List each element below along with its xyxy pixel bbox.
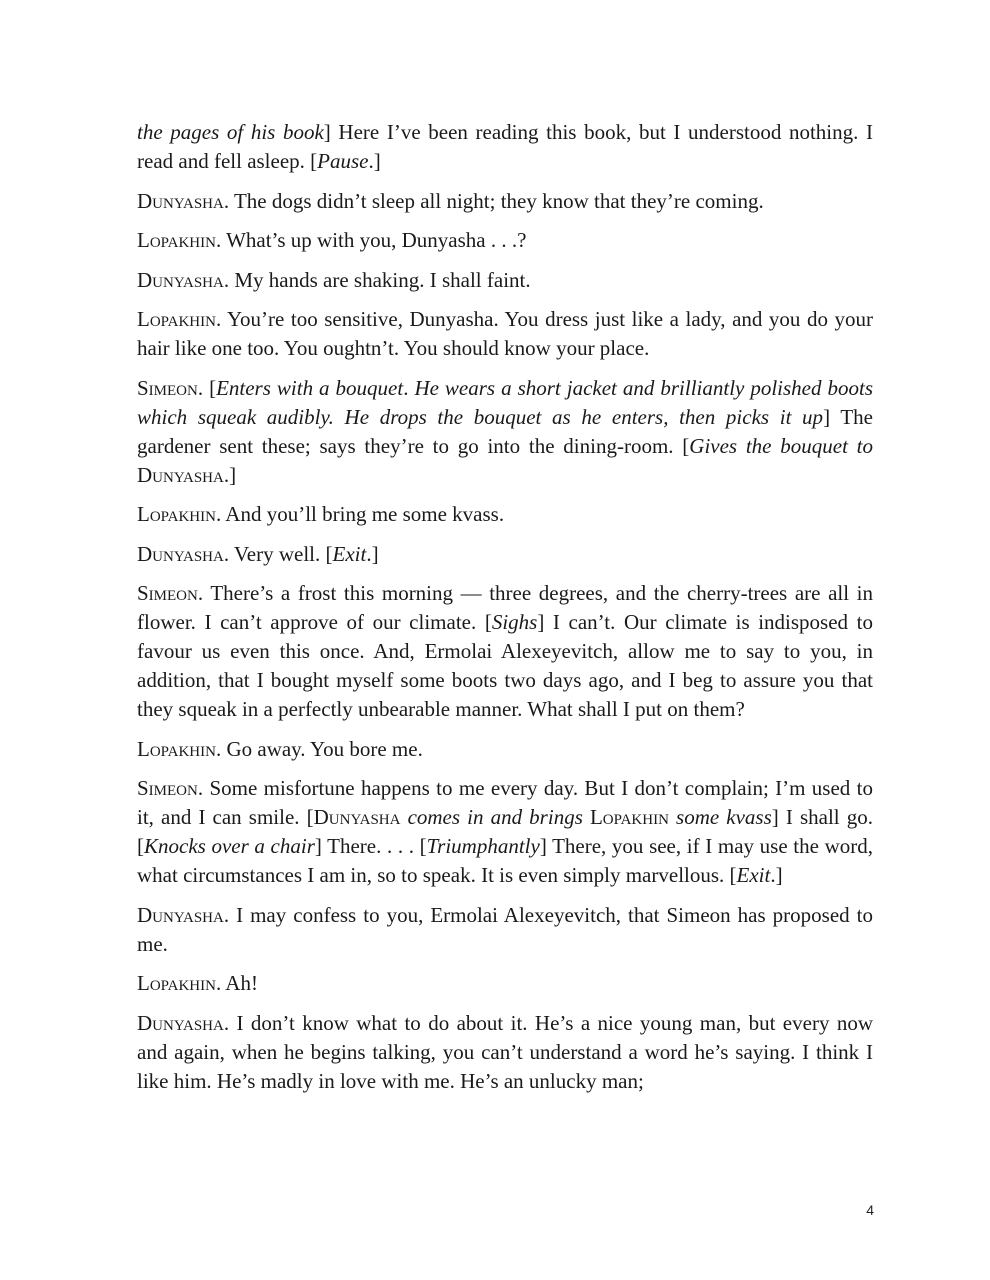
dialogue-paragraph	[137, 540, 873, 569]
speech-text: . I may confess to you, Ermolai Alexeyevitch, that Simeon has proposed to me.	[137, 902, 873, 956]
speech-text: . My hands are shaking. I shall faint.	[223, 267, 531, 292]
speech-text: . Go away. You bore me.	[215, 736, 423, 761]
dialogue-paragraph	[137, 774, 873, 890]
speaker-name: Dunyasha	[137, 1010, 224, 1035]
speaker-name: Lopakhin	[589, 805, 669, 829]
speech-text: . Very well. [	[223, 541, 333, 566]
dialogue-paragraph	[137, 735, 873, 764]
speaker-name: Dunyasha	[313, 805, 401, 829]
speech-text: ] I can’t. Our climate is indisposed to favour us even this once. And, Ermolai Alexeyevitch, allow me to say to you, in addition, that I bought myself some boots two days ago, and I beg to assure you that they squeak in a perfectly unbearable manner. What shall I put on them?	[137, 610, 873, 721]
dialogue-paragraph	[137, 266, 873, 295]
speech-text: . There’s a frost this morning — three degrees, and the cherry-trees are all in flower. I can’t approve of our climate. [	[137, 581, 873, 634]
speaker-name: Lopakhin	[137, 307, 216, 331]
stage-direction: the pages of his book	[137, 120, 324, 144]
speaker-name: Lopakhin	[137, 971, 216, 995]
stage-direction: Gives the bouquet to	[689, 433, 873, 458]
play-text	[137, 118, 873, 1106]
speaker-name: Dunyasha	[137, 462, 224, 487]
page-number: 4	[866, 1202, 874, 1218]
dialogue-paragraph	[137, 969, 873, 998]
speech-text: . And you’ll bring me some kvass.	[215, 502, 505, 526]
speaker-name: Lopakhin	[137, 736, 216, 761]
dialogue-paragraph	[137, 374, 873, 490]
dialogue-paragraph	[137, 187, 873, 216]
speech-text: . You’re too sensitive, Dunyasha. You dress just like a lady, and you do your hair like one too. You oughtn’t. You should know your place.	[137, 307, 873, 360]
speech-text: .]	[770, 863, 783, 887]
stage-direction: comes in and brings	[400, 805, 590, 829]
speaker-name: Dunyasha	[137, 541, 224, 566]
speech-text: . The dogs didn’t sleep all night; they know that they’re coming.	[223, 188, 764, 213]
speech-text: ] There, you see, if I may use the word, what circumstances I am in, so to speak. It is even simply marvellous. [	[137, 834, 873, 887]
speaker-name: Dunyasha	[137, 267, 224, 292]
speech-text: ] There. . . . [	[314, 834, 427, 858]
stage-direction: He wears a short jacket and brilliantly polished boots which squeak audibly. He drops the bouquet as he enters, then picks it up	[137, 375, 873, 429]
speech-text: . Ah!	[215, 971, 258, 995]
speaker-name: Simeon	[137, 375, 198, 400]
speaker-name: Dunyasha	[137, 188, 224, 213]
stage-direction: Knocks over a chair	[144, 834, 315, 858]
stage-direction: Exit	[332, 541, 367, 566]
speech-text: . [	[197, 375, 217, 400]
speech-text: .]	[223, 462, 237, 487]
speaker-name: Simeon	[137, 776, 198, 800]
speech-text: ] Here I’ve been reading this book, but I understood nothing. I read and fell asleep. [	[137, 120, 873, 173]
speech-text: . What’s up with you, Dunyasha . . .?	[215, 228, 527, 252]
stage-direction: Pause	[317, 149, 369, 173]
dialogue-paragraph	[137, 305, 873, 363]
speaker-name: Simeon	[137, 581, 198, 605]
dialogue-paragraph	[137, 579, 873, 724]
dialogue-paragraph	[137, 500, 873, 529]
speech-text: .]	[366, 541, 379, 566]
speech-text: .	[403, 375, 415, 400]
dialogue-paragraph	[137, 1009, 873, 1096]
speech-text: ] The gardener sent these; says they’re to go into the dining-room. [	[137, 404, 873, 458]
dialogue-paragraph	[137, 118, 873, 176]
speaker-name: Lopakhin	[137, 502, 216, 526]
stage-direction: Triumphantly	[426, 834, 540, 858]
stage-direction: Exit	[736, 863, 771, 887]
stage-direction: Sighs	[491, 610, 538, 634]
stage-direction: some kvass	[668, 805, 772, 829]
speaker-name: Lopakhin	[137, 228, 216, 252]
speech-text: .]	[368, 149, 381, 173]
stage-direction: Enters with a bouquet	[216, 375, 404, 400]
speaker-name: Dunyasha	[137, 902, 224, 927]
dialogue-paragraph	[137, 226, 873, 255]
speech-text: . I don’t know what to do about it. He’s a nice young man, but every now and again, when he begins talking, you can’t understand a word he’s saying. I think I like him. He’s madly in love with me. He’s an unlucky man;	[137, 1010, 873, 1093]
dialogue-paragraph	[137, 901, 873, 959]
speech-text: . Some misfortune happens to me every day. But I don’t complain; I’m used to it, and I can smile. [	[137, 776, 873, 829]
speech-text: ] I shall go. [	[137, 805, 873, 858]
